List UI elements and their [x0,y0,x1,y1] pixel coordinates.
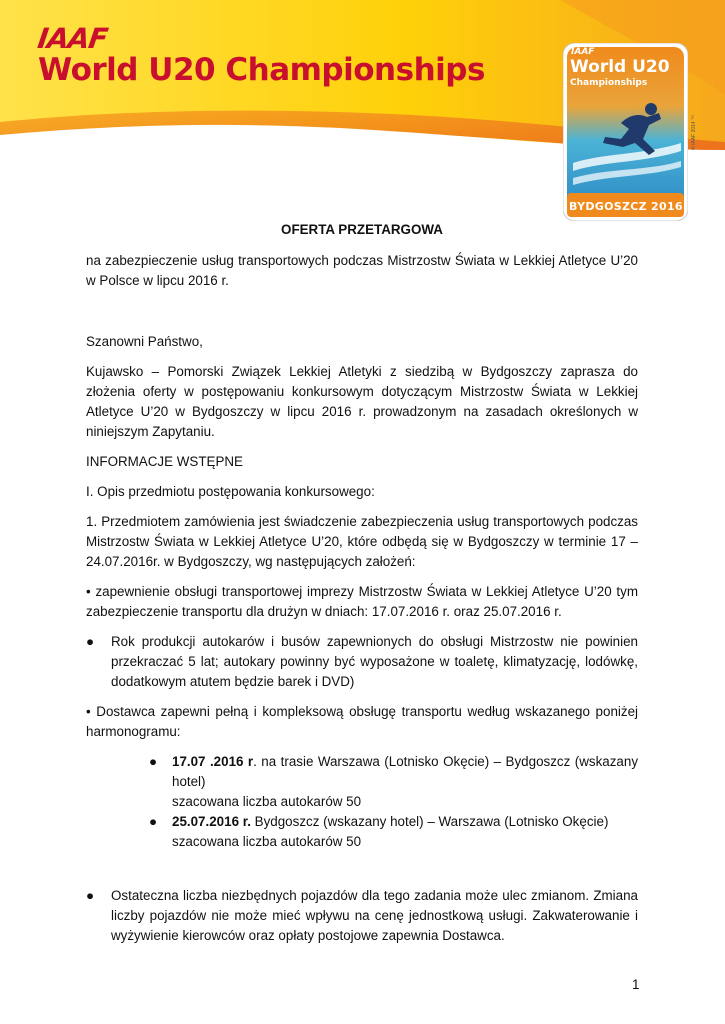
logo-org: IAAF [571,47,595,57]
paragraph-scope: 1. Przedmiotem zamówienia jest świadczenie zabezpieczenia usług transportowych podczas Mistrzostw Świata w Lekkiej Atletyce U’20, które odbędą się w Bydgoszczy w terminie 17 – 24.07.2016r. w Bydgoszczy, wg następujących założeń: [86,514,638,569]
list-item-text: Rok produkcji autokarów i busów zapewnionych do obsługi Mistrzostw nie powinien przekraczać 5 lat; autokary powinny być wyposażone w toaletę, klimatyzację, lodówkę, dodatkowym atutem będzie barek i DVD) [111,634,638,689]
schedule-item [86,752,638,812]
schedule-bus-count: szacowana liczba autokarów 50 [172,834,362,849]
paragraph-schedule-intro: • Dostawca zapewni pełną i kompleksową obsługę transportu według wskazanego poniżej harmonogramu: [86,704,638,739]
greeting: Szanowni Państwo, [86,334,203,349]
page-header [0,0,725,230]
intro-paragraph: na zabezpieczenie usług transportowych podczas Mistrzostw Świata w Lekkiej Atletyce U’20 w Polsce w lipcu 2016 r. [86,253,638,288]
schedule-route [172,752,638,792]
iaaf-wordmark: IAAF [35,22,110,55]
schedule-date: 17.07 .2016 r [172,754,254,769]
bullet-icon: ● [149,814,158,829]
list-item-vehicle-age [86,632,638,692]
schedule-route [172,812,638,832]
paragraph-invitation: Kujawsko – Pomorski Związek Lekkiej Atletyki z siedzibą w Bydgoszczy zaprasza do złożenia oferty w postępowaniu konkursowym dotyczącym Mistrzostw Świata w Lekkiej Atletyce U’20 w Bydgoszczy w lipcu 2016 r. prowadzonym na zasadach określonych w niniejszym Zapytaniu. [86,364,638,439]
logo-title: World U20 [570,57,670,77]
logo-city: BYDGOSZCZ 2016 [569,200,683,213]
document-title: OFERTA PRZETARGOWA [281,222,443,237]
schedule-bus-count: szacowana liczba autokarów 50 [172,794,362,809]
schedule-route-text: Bydgoszcz (wskazany hotel) – Warszawa (Lotnisko Okęcie) [250,814,609,829]
section-heading: INFORMACJE WSTĘPNE [86,454,243,469]
subsection-heading: I. Opis przedmiotu postępowania konkursowego: [86,484,375,499]
event-title: World U20 Championships [38,52,485,88]
championship-logo [563,43,688,221]
logo-copyright: © IAAF 2014 ™ [691,114,697,150]
schedule-route-text: . na trasie Warszawa (Lotnisko Okęcie) – Bydgoszcz (wskazany hotel) [172,754,639,789]
page-number: 1 [632,977,640,992]
schedule-item [86,812,638,852]
bullet-icon: ● [86,634,95,649]
bullet-icon: ● [149,754,158,769]
paragraph-transport: • zapewnienie obsługi transportowej imprezy Mistrzostw Świata w Lekkiej Atletyce U’20 tym zabezpieczenie transportu dla drużyn w dniach: 17.07.2016 r. oraz 25.07.2016 r. [86,584,638,619]
list-item-vehicle-count [86,886,638,946]
list-item-text: Ostateczna liczba niezbędnych pojazdów dla tego zadania może ulec zmianom. Zmiana liczby pojazdów nie może mieć wpływu na cenę jednostkową usługi. Zakwaterowanie i wyżywienie kierowców oraz opłaty postojowe zapewnia Dostawca. [111,888,638,943]
logo-subtitle: Championships [570,78,648,88]
schedule-date: 25.07.2016 r. [172,814,251,829]
bullet-icon: ● [86,888,95,903]
document-body [86,220,638,946]
